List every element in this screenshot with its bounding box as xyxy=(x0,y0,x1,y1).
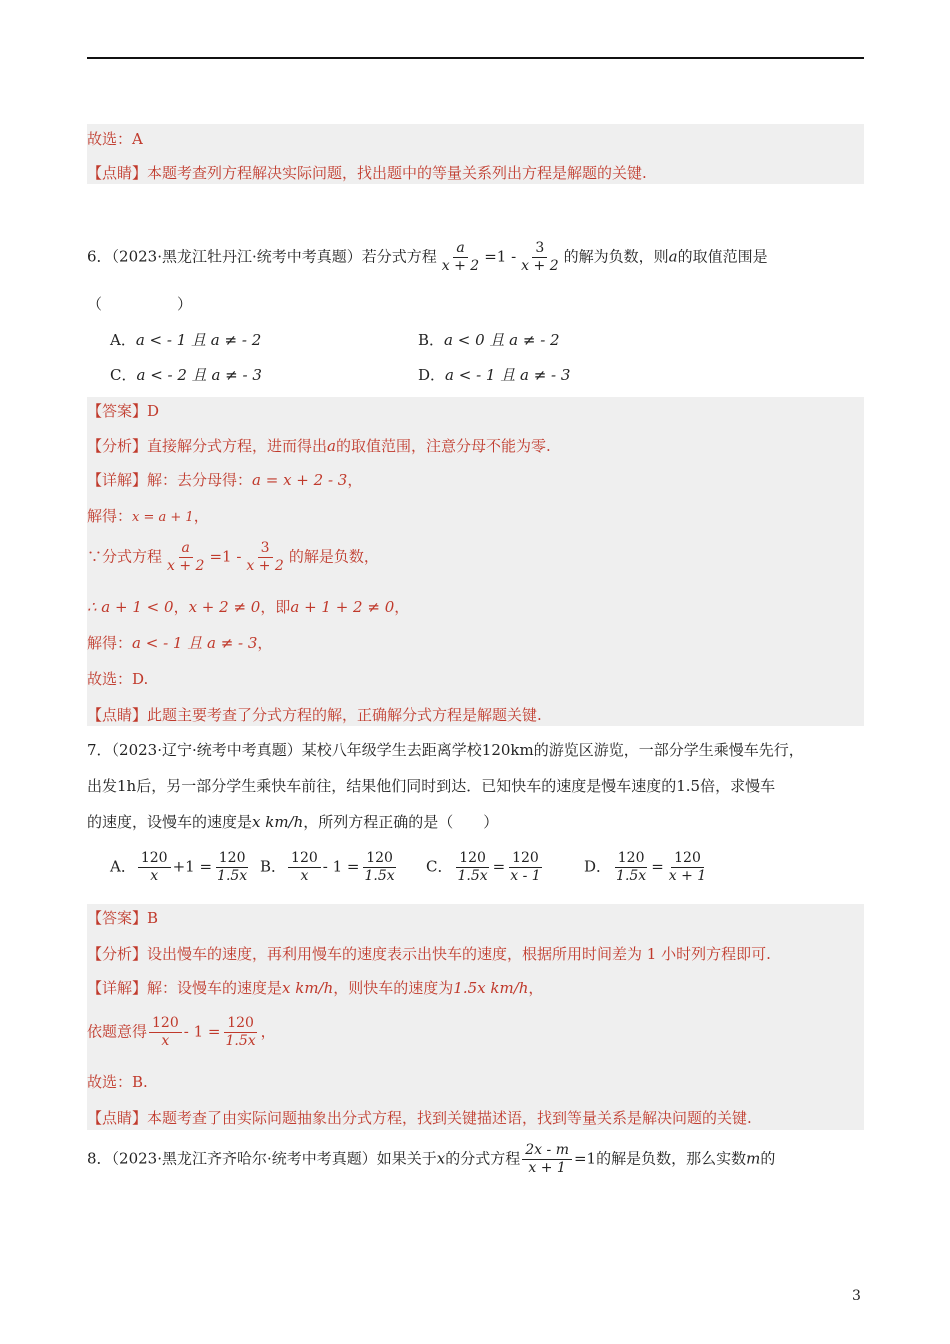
q6-since-fraction-3: $\frac{3}{x + 2}$ xyxy=(246,540,284,574)
q6-therefore: ∴ a + 1 < 0，x + 2 ≠ 0，即a + 1 + 2 ≠ 0， xyxy=(87,598,410,616)
q6-stem-post-2: 的取值范围是 xyxy=(677,247,768,266)
q7-choice: 故选：B. xyxy=(87,1073,148,1091)
q6-source: （2023·黑龙江牡丹江·统考中考真题） xyxy=(111,247,362,266)
q6-stem-pre: 若分式方程 xyxy=(361,247,437,266)
q6-option-a: A．a < - 1 且 a ≠ - 2 xyxy=(110,331,262,349)
q7-option-d: D． $\frac{120}{1.5x}$ = $\frac{120}{x + 1}$ xyxy=(584,850,707,884)
q6-stem xyxy=(87,240,768,275)
q6-analysis: 【分析】直接解分式方程，进而得出a的取值范围，注意分母不能为零. xyxy=(87,437,551,455)
q7-option-a: A． $\frac{120}{x}$ +1 = $\frac{120}{1.5x}$ xyxy=(110,850,248,884)
q6-detail: 【详解】解：去分母得：a = x + 2 - 3， xyxy=(87,471,363,489)
q7-line-1: 7．（2023·辽宁·统考中考真题）某校八年级学生去距离学校120km的游览区游览，一部分学生乘慢车先行， xyxy=(87,741,804,759)
q7-answer: 【答案】B xyxy=(87,909,159,927)
q7-equation: 依题意得 $\frac{120}{x}$ - 1 = $\frac{120}{1.5x}$ ， xyxy=(87,1015,276,1049)
top-note: 【点睛】本题考查列方程解决实际问题，找出题中的等量关系列出方程是解题的关键. xyxy=(87,164,647,182)
q6-stem-post-1: 的解为负数，则 xyxy=(563,247,669,266)
top-choice: 故选：A xyxy=(87,130,143,148)
q8-stem: 8．（2023·黑龙江齐齐哈尔·统考中考真题）如果关于x的分式方程 $\frac{2x - m}{x + 1}$ =1的解是负数，那么实数m的 xyxy=(87,1142,776,1176)
q7-analysis: 【分析】设出慢车的速度，再利用慢车的速度表示出快车的速度，根据所用时间差为 1 小时列方程即可. xyxy=(87,945,771,963)
q6-option-b: B．a < 0 且 a ≠ - 2 xyxy=(418,331,560,349)
q6-paren: （ ） xyxy=(87,295,193,313)
q6-since-fraction-a: $\frac{a}{x + 2}$ xyxy=(167,540,205,574)
q7-option-c: C． $\frac{120}{1.5x}$ = $\frac{120}{x - 1}$ xyxy=(426,850,541,884)
q6-answer: 【答案】D xyxy=(87,402,160,420)
page-number: 3 xyxy=(852,1288,861,1304)
q6-option-d: D．a < - 1 且 a ≠ - 3 xyxy=(418,366,571,384)
q6-var-a: a xyxy=(668,247,678,266)
q7-line-2: 出发1h后，另一部分学生乘快车前往，结果他们同时到达．已知快车的速度是慢车速度的1.5倍，求慢车 xyxy=(87,777,776,795)
q6-choice: 故选：D. xyxy=(87,670,149,688)
q7-line-3: 的速度，设慢车的速度是x km/h，所列方程正确的是（ ） xyxy=(87,813,499,831)
q7-note: 【点睛】本题考查了由实际问题抽象出分式方程，找到关键描述语，找到等量关系是解决问题的关键. xyxy=(87,1109,752,1127)
q6-solve-2: 解得：a < - 1 且 a ≠ - 3， xyxy=(87,634,273,652)
q6-fraction-3: $\frac{3}{x + 2}$ xyxy=(521,240,559,274)
q6-note: 【点睛】此题主要考查了分式方程的解，正确解分式方程是解题关键. xyxy=(87,706,542,724)
q6-since: ∵分式方程 $\frac{a}{x + 2}$ =1 - $\frac{3}{x + 2}$ 的解是负数， xyxy=(87,540,379,574)
header-rule xyxy=(87,57,864,59)
q6-option-c: C．a < - 2 且 a ≠ - 3 xyxy=(110,366,262,384)
q6-solve-1: 解得：x = a + 1， xyxy=(87,507,209,525)
q7-option-b: B． $\frac{120}{x}$ - 1 = $\frac{120}{1.5x}$ xyxy=(260,850,395,884)
q6-fraction-a: $\frac{a}{x + 2}$ xyxy=(441,240,480,274)
q6-number: 6． xyxy=(87,247,112,266)
q7-detail: 【详解】解：设慢车的速度是x km/h，则快车的速度为1.5x km/h， xyxy=(87,979,544,997)
q6-eq-mid: =1 - xyxy=(484,247,517,266)
